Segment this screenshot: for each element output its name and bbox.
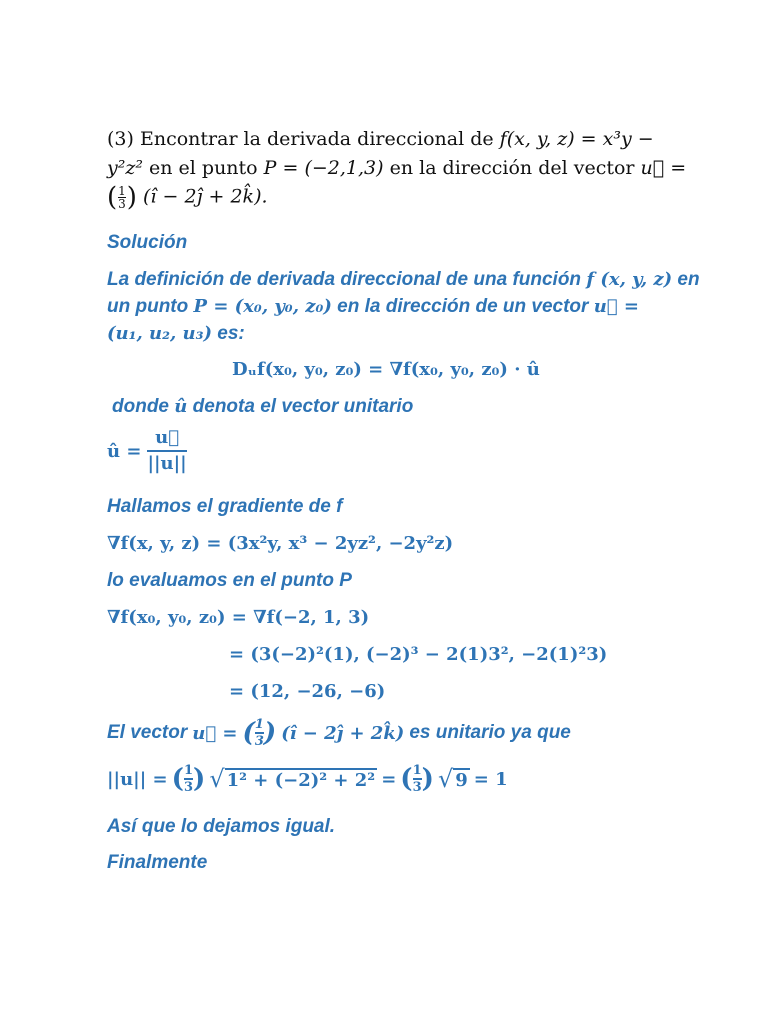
problem-line-2 xyxy=(107,157,686,179)
definition-line-3: (u₁, u₂, u₃) es: xyxy=(107,323,245,344)
solution-heading: Solución xyxy=(107,232,188,253)
unit-vector-formula: û = $\frac{u⃗}{||u||}$ xyxy=(107,427,187,474)
definition-line-2: un punto P = (x₀, y₀, z₀) en la dirección de un vector u⃗ = xyxy=(107,296,639,317)
problem-line-1 xyxy=(107,128,654,150)
gradient-eval-line-3: = (12, −26, −6) xyxy=(229,681,386,702)
unit-vector-check: El vector u⃗ = ( $\frac{1}{3}$ ) (î − 2ĵ + 2k̂) es unitario ya que xyxy=(107,717,571,749)
unit-vector-note: donde û denota el vector unitario xyxy=(112,396,414,417)
evaluate-heading: lo evaluamos en el punto P xyxy=(107,570,352,591)
problem-fraction: $\frac{1}{3}$ xyxy=(118,184,126,211)
problem-number: (3) xyxy=(107,128,134,150)
problem-point: P = (−2,1,3) xyxy=(263,157,384,179)
finally-heading: Finalmente xyxy=(107,852,208,873)
problem-function: f(x, y, z) = x³y − xyxy=(499,128,654,150)
gradient-formula: ∇f(x, y, z) = (3x²y, x³ − 2yz², −2y²z) xyxy=(107,533,454,554)
problem-text-direction: en la dirección del vector xyxy=(389,157,635,179)
norm-calculation: ||u|| = ( $\frac{1}{3}$ ) √ 1² + (−2)² + 2² = ( $\frac{1}{3}$ ) √ 9 = 1 xyxy=(107,763,508,795)
gradient-eval-line-1: ∇f(x₀, y₀, z₀) = ∇f(−2, 1, 3) xyxy=(107,607,370,628)
problem-vector: u⃗ = xyxy=(640,157,687,179)
problem-text-point: en el punto xyxy=(149,157,258,179)
gradient-heading: Hallamos el gradiente de f xyxy=(107,496,343,517)
definition-line-1: La definición de derivada direccional de una función f (x, y, z) en xyxy=(107,269,700,290)
directional-derivative-formula: Dᵤf(x₀, y₀, z₀) = ∇f(x₀, y₀, z₀) · û xyxy=(232,359,540,380)
problem-vector-components: (î − 2ĵ + 2k̂). xyxy=(143,185,268,208)
gradient-eval-line-2: = (3(−2)²(1), (−2)³ − 2(1)3², −2(1)²3) xyxy=(229,644,608,665)
keep-unit-vector-note: Así que lo dejamos igual. xyxy=(107,816,336,837)
problem-text: Encontrar la derivada direccional de xyxy=(139,128,494,150)
problem-line-3: ( $\frac{1}{3}$ ) (î − 2ĵ + 2k̂). xyxy=(107,182,268,213)
problem-function-cont: y²z² xyxy=(107,157,143,179)
